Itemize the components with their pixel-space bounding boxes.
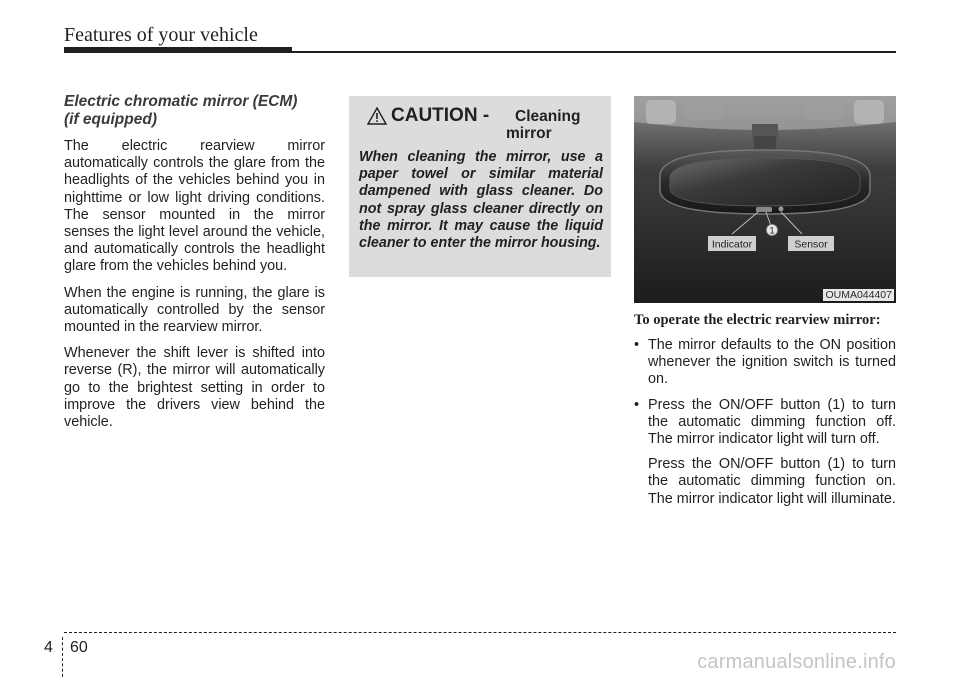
caution-text: When cleaning the mirror, use a paper towel or similar material dampened with glass cleaner. Do not spray glass cleaner directly on the mirror. It may cause the liquid cleaner to enter the mirror housing. <box>359 149 603 252</box>
caution-label: CAUTION - <box>391 105 490 126</box>
figure-code: OUMA044407 <box>825 289 892 301</box>
watermark: carmanualsonline.info <box>697 651 896 673</box>
callout-number: 1 <box>769 225 775 236</box>
caution-subtitle-line1: Cleaning <box>515 108 581 125</box>
operation-list <box>634 337 896 448</box>
operation-title: To operate the electric rearview mirror: <box>634 312 881 328</box>
page-number: 60 <box>70 639 88 656</box>
section-title <box>64 93 325 129</box>
list-continuation: Press the ON/OFF button (1) to turn the automatic dimming function on. The mirror indicator light will illuminate. <box>648 456 896 507</box>
footer-rule <box>64 632 896 633</box>
warning-triangle-icon <box>367 107 387 125</box>
paragraph: Whenever the shift lever is shifted into reverse (R), the mirror will automatically go to the brightest setting in order to improve the drivers view behind the vehicle. <box>64 345 325 431</box>
list-item: • Press the ON/OFF button (1) to turn the automatic dimming function off. The mirror indicator light will turn off. <box>634 396 896 448</box>
caution-box <box>349 96 611 277</box>
ecm-section <box>64 93 325 440</box>
rearview-mirror-illustration <box>634 96 896 303</box>
header-rule-thick <box>64 47 292 53</box>
page-header-title: Features of your vehicle <box>64 24 258 46</box>
section-title-line2: (if equipped) <box>64 111 157 128</box>
paragraph: When the engine is running, the glare is automatically controlled by the sensor mounted in the rearview mirror. <box>64 284 325 336</box>
operation-section <box>634 312 896 508</box>
list-item: • The mirror defaults to the ON position whenever the ignition switch is turned on. <box>634 337 896 388</box>
header-rule-thin <box>292 51 896 53</box>
section-number: 4 <box>44 639 53 656</box>
bullet-icon: • <box>634 396 640 413</box>
paragraph: The electric rearview mirror automatically controls the glare from the headlights of the vehicles behind you in nighttime or low light driving conditions. The sensor mounted in the mirror senses the light level around the vehicle, and automatically controls the headlight glare from the vehicles behind you. <box>64 138 325 275</box>
label-indicator: Indicator <box>711 238 753 251</box>
label-sensor: Sensor <box>794 238 828 251</box>
section-title-line1: Electric chromatic mirror (ECM) <box>64 93 298 110</box>
bullet-icon: • <box>634 337 640 353</box>
caution-subtitle-line2: mirror <box>506 125 552 142</box>
rearview-mirror-figure <box>634 96 896 303</box>
footer-divider <box>62 637 63 677</box>
